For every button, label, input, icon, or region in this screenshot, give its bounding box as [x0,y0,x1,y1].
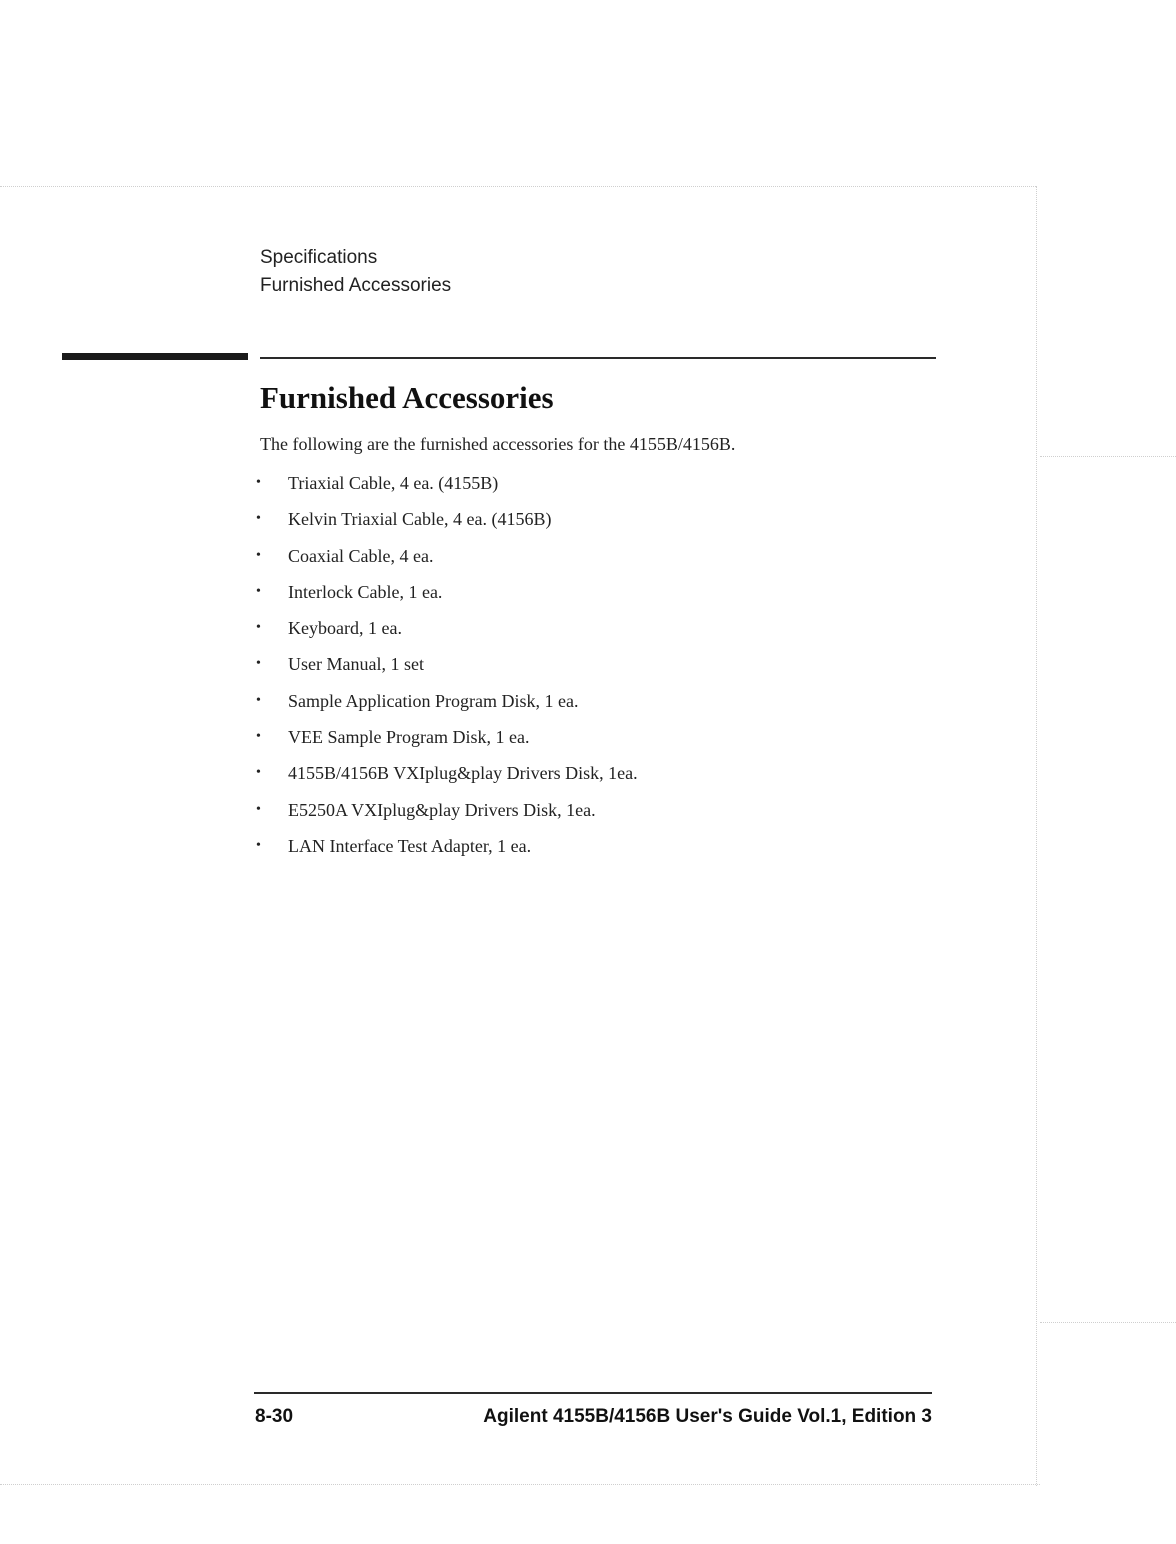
list-item [254,797,638,833]
scan-border-bottom [0,1484,1040,1485]
bullet-icon: • [256,511,261,527]
list-item [254,543,638,579]
running-header [260,244,451,300]
bullet-icon: • [256,837,261,853]
list-item-text: Kelvin Triaxial Cable, 4 ea. (4156B) [288,509,552,530]
scan-border-top [0,186,1036,187]
accessory-list [254,470,638,869]
list-item-text: Interlock Cable, 1 ea. [288,581,443,602]
list-item [254,833,638,869]
list-item [254,688,638,724]
list-item-text: Sample Application Program Disk, 1 ea. [288,690,579,711]
bullet-icon: • [256,583,261,599]
list-item [254,470,638,506]
footer-page-number: 8-30 [255,1406,294,1427]
bullet-icon: • [256,620,261,636]
bullet-icon: • [256,547,261,563]
list-item [254,724,638,760]
bullet-icon: • [256,765,261,781]
list-item [254,651,638,687]
list-item-text: E5250A VXIplug&play Drivers Disk, 1ea. [288,799,596,820]
list-item-text: 4155B/4156B VXIplug&play Drivers Disk, 1ea. [288,763,638,784]
bullet-icon: • [256,475,261,490]
list-item-text: Triaxial Cable, 4 ea. (4155B) [288,473,499,493]
scan-border-right [1036,186,1037,1486]
running-header-section: Furnished Accessories [260,275,452,296]
intro-paragraph: The following are the furnished accessories for the 4155B/4156B. [260,434,736,454]
bullet-icon: • [256,729,261,745]
list-item-text: User Manual, 1 set [288,654,424,675]
footer-rule [254,1392,932,1394]
list-item [254,760,638,796]
list-item-text: Coaxial Cable, 4 ea. [288,545,434,566]
running-header-chapter: Specifications [260,247,378,268]
section-margin-bar [62,353,248,360]
list-item [254,579,638,615]
list-item [254,506,638,542]
list-item [254,615,638,651]
heading-rule [260,357,936,359]
bullet-icon: • [256,801,261,817]
bullet-icon: • [256,692,261,708]
footer-doc-title: Agilent 4155B/4156B User's Guide Vol.1, Edition 3 [483,1406,932,1427]
list-item-text: Keyboard, 1 ea. [288,618,402,639]
bullet-icon: • [256,656,261,672]
list-item-text: VEE Sample Program Disk, 1 ea. [288,727,530,748]
section-title: Furnished Accessories [260,380,554,415]
list-item-text: LAN Interface Test Adapter, 1 ea. [288,835,532,856]
scan-border-mark [1040,1322,1176,1323]
scan-border-mark [1040,456,1176,457]
